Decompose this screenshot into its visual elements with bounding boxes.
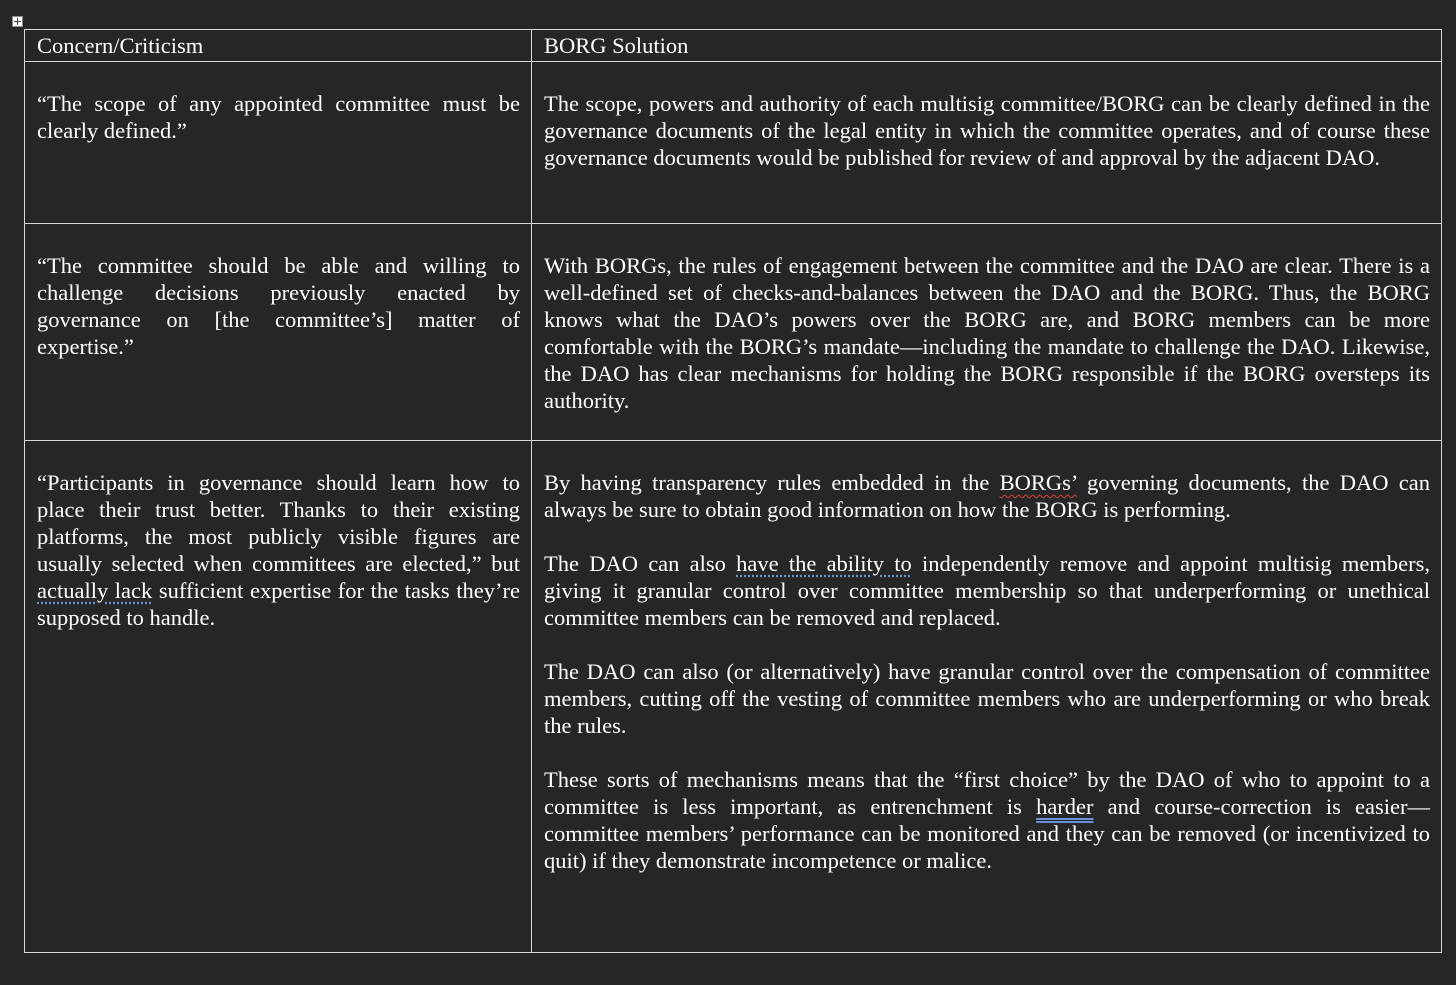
- solution-paragraph-3: The DAO can also (or alternatively) have granular control over the compensation of committee members, cutting off the vesting of committee members who are underperforming or who break the rules.: [544, 659, 1430, 738]
- text-run: and course-correction is easier—committee members’ performance can be monitored and they can be removed (or incentivized to quit) if they demonstrate incompetence or malice.: [544, 794, 1430, 873]
- text-run: independently remove and appoint multisig members, giving it granular control over committee membership so that underperforming or unethical committee members can be removed and replaced.: [544, 551, 1430, 630]
- text-run: The DAO can also: [544, 551, 737, 576]
- solution-cell[interactable]: [532, 224, 1442, 441]
- concern-text-after: sufficient expertise for the tasks they’re supposed to handle.: [37, 578, 520, 630]
- table-row: [25, 62, 1442, 224]
- solution-paragraph-2: [544, 550, 1430, 631]
- header-cell-concern[interactable]: Concern/Criticism: [25, 30, 532, 62]
- grammar-flag[interactable]: actually lack: [37, 578, 153, 603]
- text-run: governing documents, the DAO can always be sure to obtain good information on how the BORG is performing.: [544, 470, 1430, 522]
- table-move-handle-icon[interactable]: [12, 16, 23, 27]
- solution-text: The scope, powers and authority of each multisig committee/BORG can be clearly defined in the governance documents of the legal entity in which the committee operates, and of course these governance documents would be published for review of and approval by the adjacent DAO.: [544, 91, 1430, 170]
- concern-cell[interactable]: [25, 62, 532, 224]
- concern-cell[interactable]: [25, 441, 532, 953]
- solution-paragraph-4: [544, 766, 1430, 874]
- text-run: By having transparency rules embedded in the: [544, 470, 1000, 495]
- table-row: [25, 224, 1442, 441]
- solution-cell[interactable]: [532, 441, 1442, 953]
- concern-cell[interactable]: [25, 224, 532, 441]
- concern-text: “The scope of any appointed committee must be clearly defined.”: [37, 91, 520, 143]
- solution-cell[interactable]: [532, 62, 1442, 224]
- grammar-flag[interactable]: have the ability to: [736, 551, 912, 576]
- concern-text: “The committee should be able and willing to challenge decisions previously enacted by governance on [the committee’s] matter of expertise.”: [37, 253, 520, 359]
- comparison-table: [24, 29, 1442, 953]
- table-row: [25, 441, 1442, 953]
- concern-text-before: “Participants in governance should learn how to place their trust better. Thanks to their existing platforms, the most publicly visible figures are usually selected when committees are elected,” but: [37, 470, 520, 576]
- header-cell-solution[interactable]: BORG Solution: [532, 30, 1442, 62]
- solution-paragraph-1: [544, 469, 1430, 523]
- table-header-row: [25, 30, 1442, 62]
- solution-text: With BORGs, the rules of engagement between the committee and the DAO are clear. There is a well-defined set of checks-and-balances between the DAO and the BORG. Thus, the BORG knows what the DAO’s powers over the BORG are, and BORG members can be more comfortable with the BORG’s mandate—including the mandate to challenge the DAO. Likewise, the DAO has clear mechanisms for holding the BORG responsible if the BORG oversteps its authority.: [544, 253, 1430, 413]
- text-run: These sorts of mechanisms means that the “first choice” by the DAO of who to appoint to a committee is less important, as entrenchment is: [544, 767, 1430, 819]
- spelling-flag[interactable]: BORGs’: [999, 470, 1077, 495]
- grammar-flag[interactable]: harder: [1036, 794, 1094, 819]
- concern-text: [37, 469, 520, 631]
